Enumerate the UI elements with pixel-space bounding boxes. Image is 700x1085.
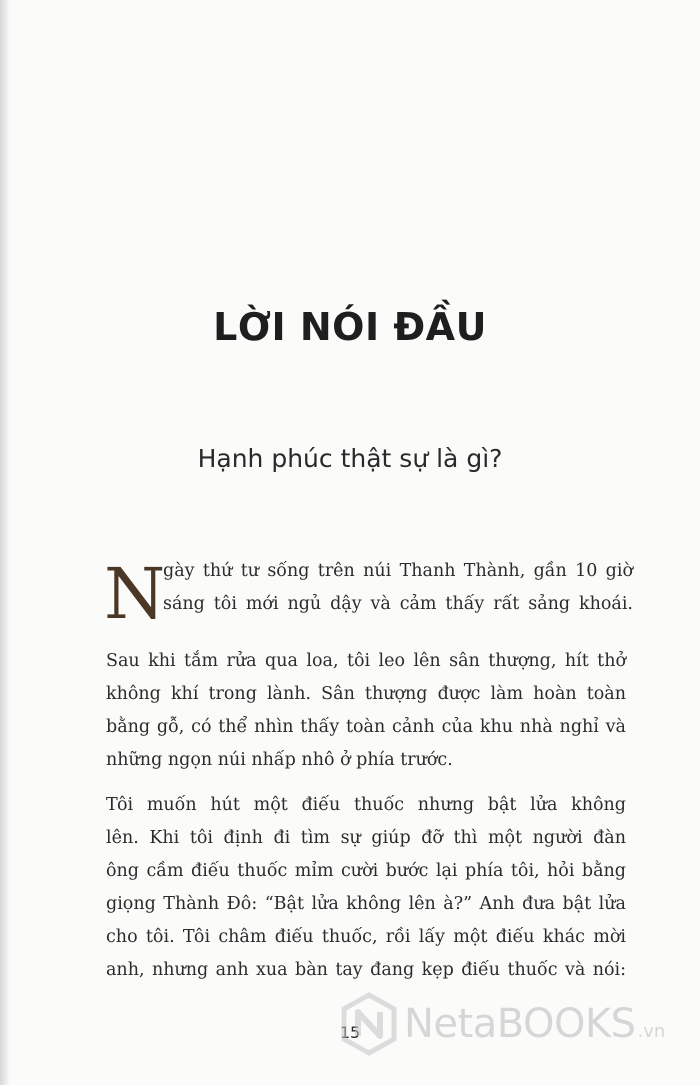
paragraph-1 (163, 555, 633, 621)
text-line: sáng tôi mới ngủ dậy và cảm thấy rất sảng khoái. (163, 594, 633, 614)
text-line: Tôi muốn hút một điếu thuốc nhưng bật lửa không (106, 795, 626, 815)
text-line: không khí trong lành. Sân thượng được làm hoàn toàn (106, 684, 626, 704)
text-line: Sau khi tắm rửa qua loa, tôi leo lên sân thượng, hít thở (106, 651, 626, 671)
text-line: anh, nhưng anh xua bàn tay đang kẹp điếu thuốc và nói: (106, 960, 626, 980)
text-line: cho tôi. Tôi châm điếu thuốc, rồi lấy một điếu khác mời (106, 927, 626, 947)
text-line: gày thứ tư sống trên núi Thanh Thành, gần 10 giờ (163, 561, 633, 581)
text-line: lên. Khi tôi định đi tìm sự giúp đỡ thì một người đàn (106, 828, 626, 848)
text-line: giọng Thành Đô: “Bật lửa không lên à?” Anh đưa bật lửa (106, 894, 626, 914)
watermark (340, 988, 685, 1060)
page-edge-shadow (0, 0, 10, 1085)
watermark-text: NetaBOOKS (404, 1001, 636, 1047)
chapter-title: LỜI NÓI ĐẦU (213, 305, 487, 349)
text-line: ông cầm điếu thuốc mỉm cười bước lại phía tôi, hỏi bằng (106, 861, 626, 881)
paragraph-3 (106, 789, 626, 987)
page-number: 15 (339, 1023, 361, 1042)
paragraph-2 (106, 645, 626, 777)
watermark-suffix: .vn (637, 1020, 666, 1042)
text-line: bằng gỗ, có thể nhìn thấy toàn cảnh của khu nhà nghỉ và (106, 717, 626, 737)
chapter-subtitle: Hạnh phúc thật sự là gì? (197, 444, 503, 473)
text-line: những ngọn núi nhấp nhô ở phía trước. (106, 750, 453, 770)
drop-cap: N (104, 553, 166, 635)
netabooks-logo-icon (340, 992, 398, 1056)
